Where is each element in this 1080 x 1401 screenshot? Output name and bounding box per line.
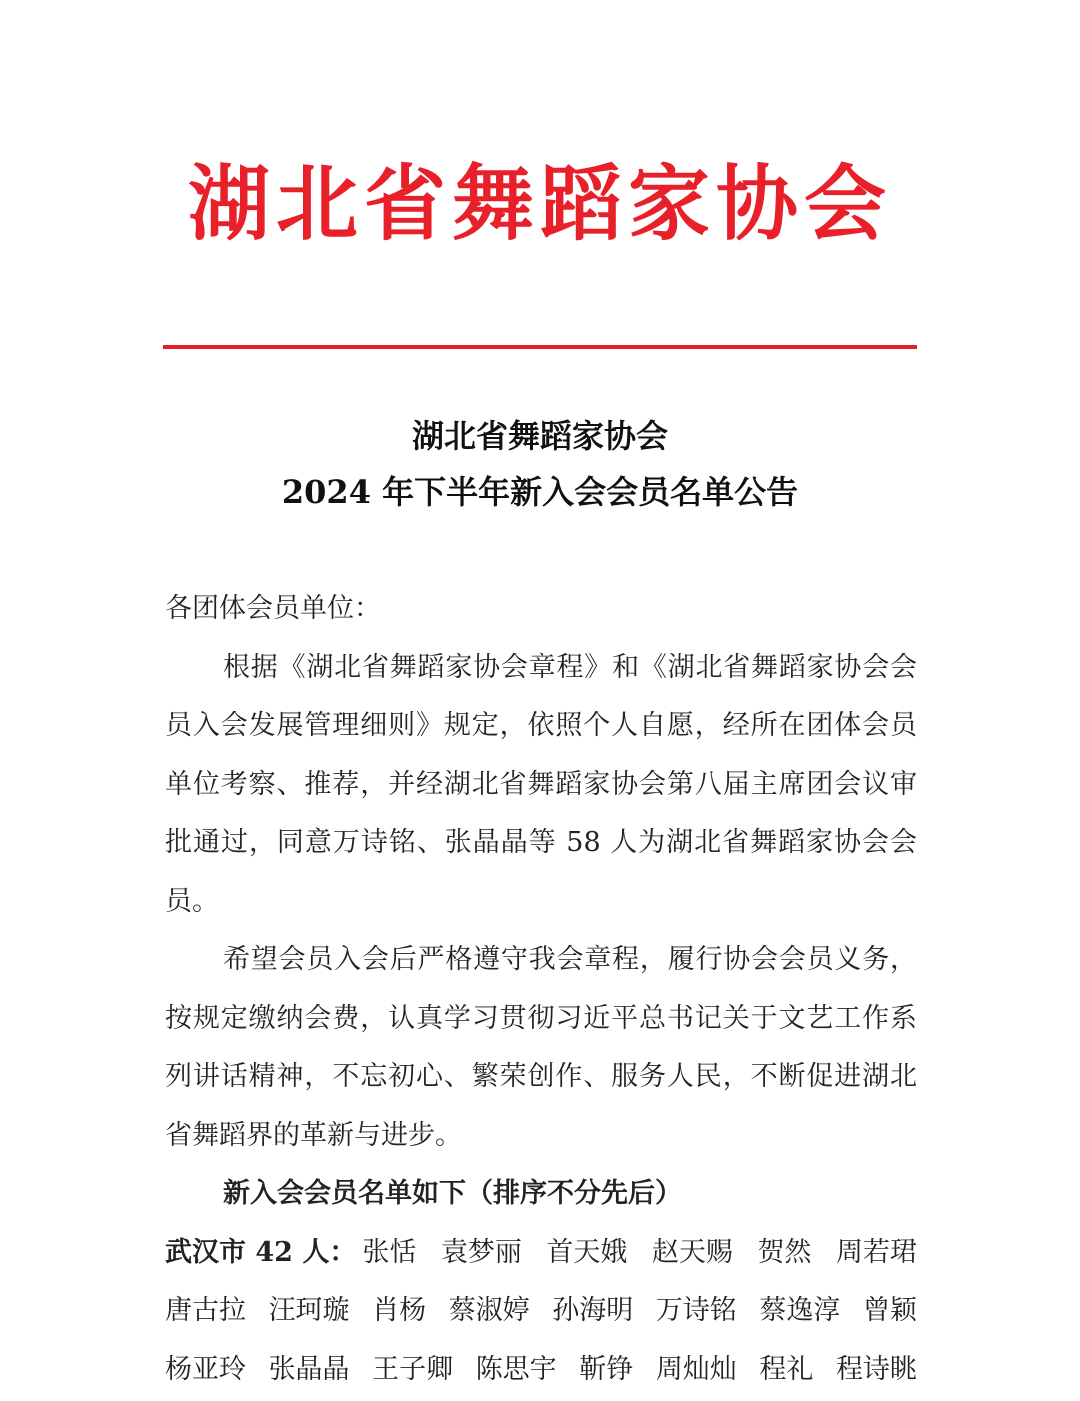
paragraph-regulations: 根据《湖北省舞蹈家协会章程》和《湖北省舞蹈家协会会员入会发展管理细则》规定，依照个人自愿，经所在团体会员单位考察、推荐，并经湖北省舞蹈家协会第八届主席团会议审批通过，同意万诗铭、张晶晶等 58 人为湖北省舞蹈家协会会员。 [165,651,917,917]
member-name: 袁梦丽 [440,1236,522,1268]
member-name: 张晶晶 [268,1353,350,1385]
document-title-line2: 2024 年下半年新入会会员名单公告 [281,473,799,511]
member-name: 孙海明 [552,1295,634,1326]
member-name: 陈思宇 [475,1353,557,1385]
paragraph-expectations: 希望会员入会后严格遵守我会章程，履行协会会员义务，按规定缴纳会费，认真学习贯彻习近平总书记关于文艺工作系列讲话精神，不忘初心、繁荣创作、服务人民，不断促进湖北省舞蹈界的革新与进步。 [165,944,917,1151]
member-name: 曾颖 [862,1295,917,1326]
member-list-heading: 新入会会员名单如下（排序不分先后） [223,1178,682,1209]
member-name: 蔡逸淳 [759,1295,841,1326]
member-name: 周灿灿 [655,1353,737,1385]
member-name: 首天娥 [546,1236,628,1268]
member-name: 万诗铭 [655,1295,737,1326]
member-row-3 [165,1341,917,1400]
member-name: 肖杨 [372,1295,427,1326]
document-title [0,408,1080,520]
salutation: 各团体会员单位： [165,593,381,624]
member-name: 杨亚玲 [165,1353,246,1385]
document-title-line1: 湖北省舞蹈家协会 [411,417,668,455]
member-name: 周若珺 [835,1236,917,1268]
member-list [165,1224,917,1400]
member-name: 程礼 [759,1353,814,1385]
document-body [165,580,917,1399]
member-name: 张恬 [362,1236,417,1268]
city-label-wuhan: 武汉市 42 人： [165,1236,357,1268]
member-row-2 [165,1282,917,1341]
member-names-row-1 [362,1224,917,1283]
member-name: 王子卿 [372,1353,454,1385]
red-divider-rule [163,345,917,349]
member-name: 唐古拉 [165,1295,246,1326]
member-name: 汪珂璇 [268,1295,350,1326]
member-name: 赵天赐 [651,1236,733,1268]
member-row-1 [165,1224,917,1283]
member-name: 程诗眺 [835,1353,917,1385]
member-name: 蔡淑婷 [448,1295,530,1326]
member-name: 靳铮 [579,1353,634,1385]
masthead-org-name: 湖北省舞蹈家协会 [187,157,892,252]
member-name: 贺然 [757,1236,812,1268]
